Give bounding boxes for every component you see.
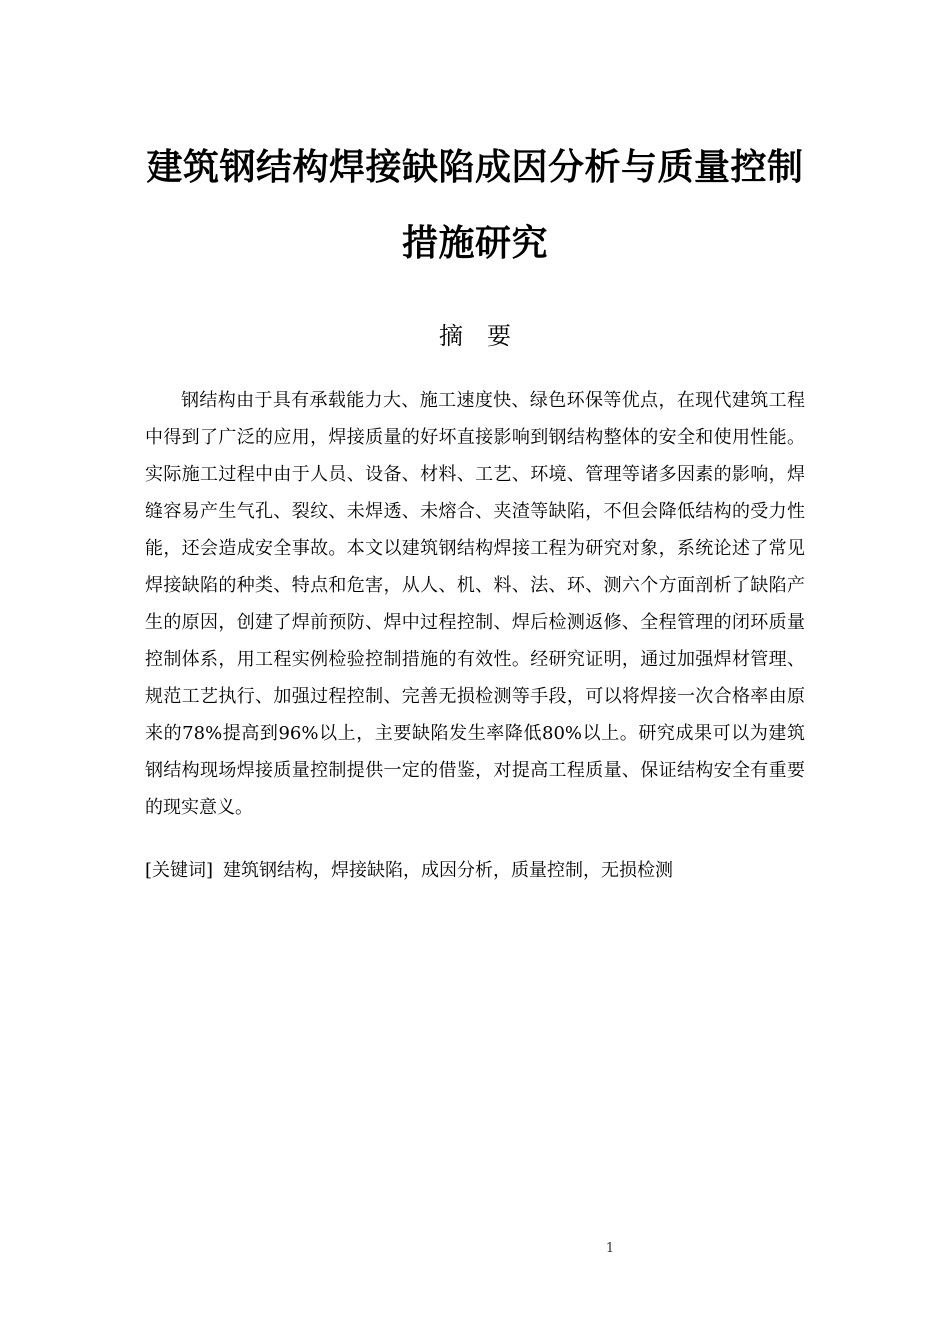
abstract-heading: 摘 要: [439, 322, 511, 350]
page-number: 1: [605, 1241, 615, 1256]
paper-title-line-2: 措施研究: [401, 223, 548, 264]
keywords-label: [关键词]: [145, 860, 214, 881]
paper-title-line-1: 建筑钢结构焊接缺陷成因分析与质量控制: [146, 147, 804, 188]
keywords-text: 建筑钢结构，焊接缺陷，成因分析，质量控制，无损检测: [223, 860, 674, 881]
abstract-body: 钢结构由于具有承载能力大、施工速度快、绿色环保等优点，在现代建筑工程中得到了广泛的应用，焊接质量的好坏直接影响到钢结构整体的安全和使用性能。实际施工过程中由于人员、设备、材料、工艺、环境、管理等诸多因素的影响，焊缝容易产生气孔、裂纹、未焊透、未熔合、夹渣等缺陷，不但会降低结构的受力性能，还会造成安全事故。本文以建筑钢结构焊接工程为研究对象，系统论述了常见焊接缺陷的种类、特点和危害，从人、机、料、法、环、测六个方面剖析了缺陷产生的原因，创建了焊前预防、焊中过程控制、焊后检测返修、全程管理的闭环质量控制体系，用工程实例检验控制措施的有效性。经研究证明，通过加强焊材管理、规范工艺执行、加强过程控制、完善无损检测等手段，可以将焊接一次合格率由原来的78%提高到96%以上，主要缺陷发生率降低80%以上。研究成果可以为建筑钢结构现场焊接质量控制提供一定的借鉴，对提高工程质量、保证结构安全有重要的现实意义。: [145, 390, 805, 818]
keywords-line: [145, 855, 805, 887]
